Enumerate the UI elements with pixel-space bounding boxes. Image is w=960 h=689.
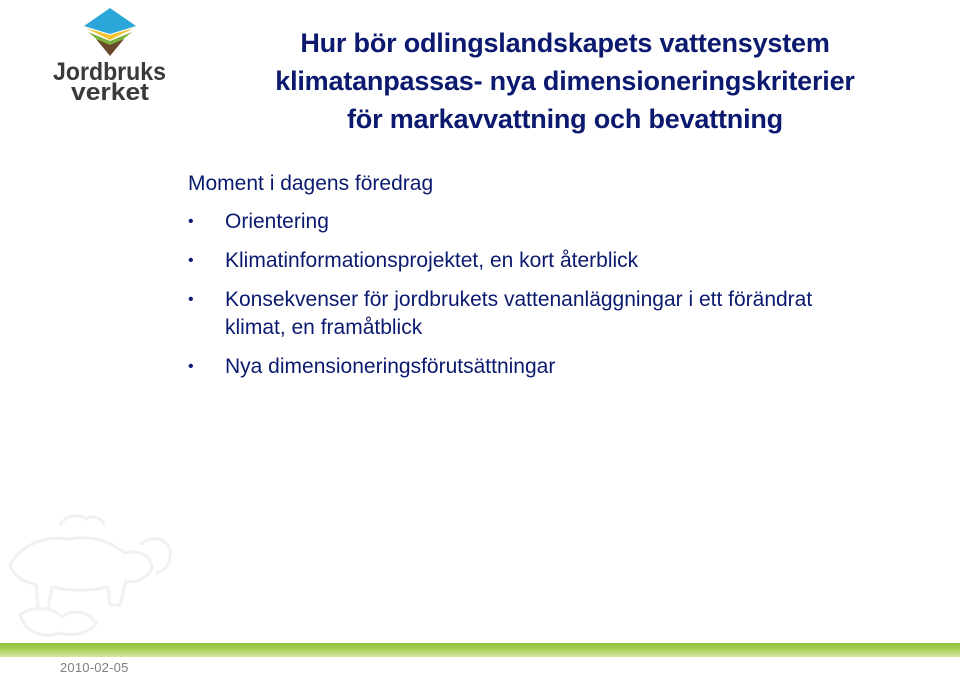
title-line-2: klimatanpassas- nya dimensioneringskriterier <box>275 66 855 96</box>
title-line-3: för markavvattning och bevattning <box>347 104 783 134</box>
bullet-icon: • <box>188 252 194 269</box>
agenda-item <box>188 353 888 381</box>
farm-animals-watermark-icon <box>0 505 180 645</box>
agenda-item <box>188 247 888 275</box>
slide-title <box>180 24 950 138</box>
jordbruksverket-logo <box>50 6 170 102</box>
logo-text-line1: Jordbruks <box>53 58 166 86</box>
bullet-icon: • <box>188 213 194 230</box>
logo-emblem-icon <box>84 8 136 56</box>
agenda-item <box>188 286 865 342</box>
agenda-item-text: Klimatinformationsprojektet, en kort återblick <box>225 249 639 272</box>
footer-green-band <box>0 643 960 657</box>
agenda-item <box>188 208 888 236</box>
agenda-item-text: Nya dimensioneringsförutsättningar <box>225 355 556 378</box>
agenda-item-text: Orientering <box>225 210 329 233</box>
agenda-heading: Moment i dagens föredrag <box>188 172 434 195</box>
title-line-1: Hur bör odlingslandskapets vattensystem <box>300 28 830 58</box>
bullet-icon: • <box>188 291 194 308</box>
agenda-item-text: Konsekvenser för jordbrukets vattenanläggningar i ett förändrat klimat, en framåtblick <box>225 288 813 339</box>
agenda <box>188 170 888 392</box>
logo-text-line2: verket <box>71 79 149 102</box>
footer-strip <box>0 657 960 689</box>
bullet-icon: • <box>188 358 194 375</box>
footer-date: 2010-02-05 <box>60 660 129 675</box>
agenda-list <box>188 208 888 381</box>
